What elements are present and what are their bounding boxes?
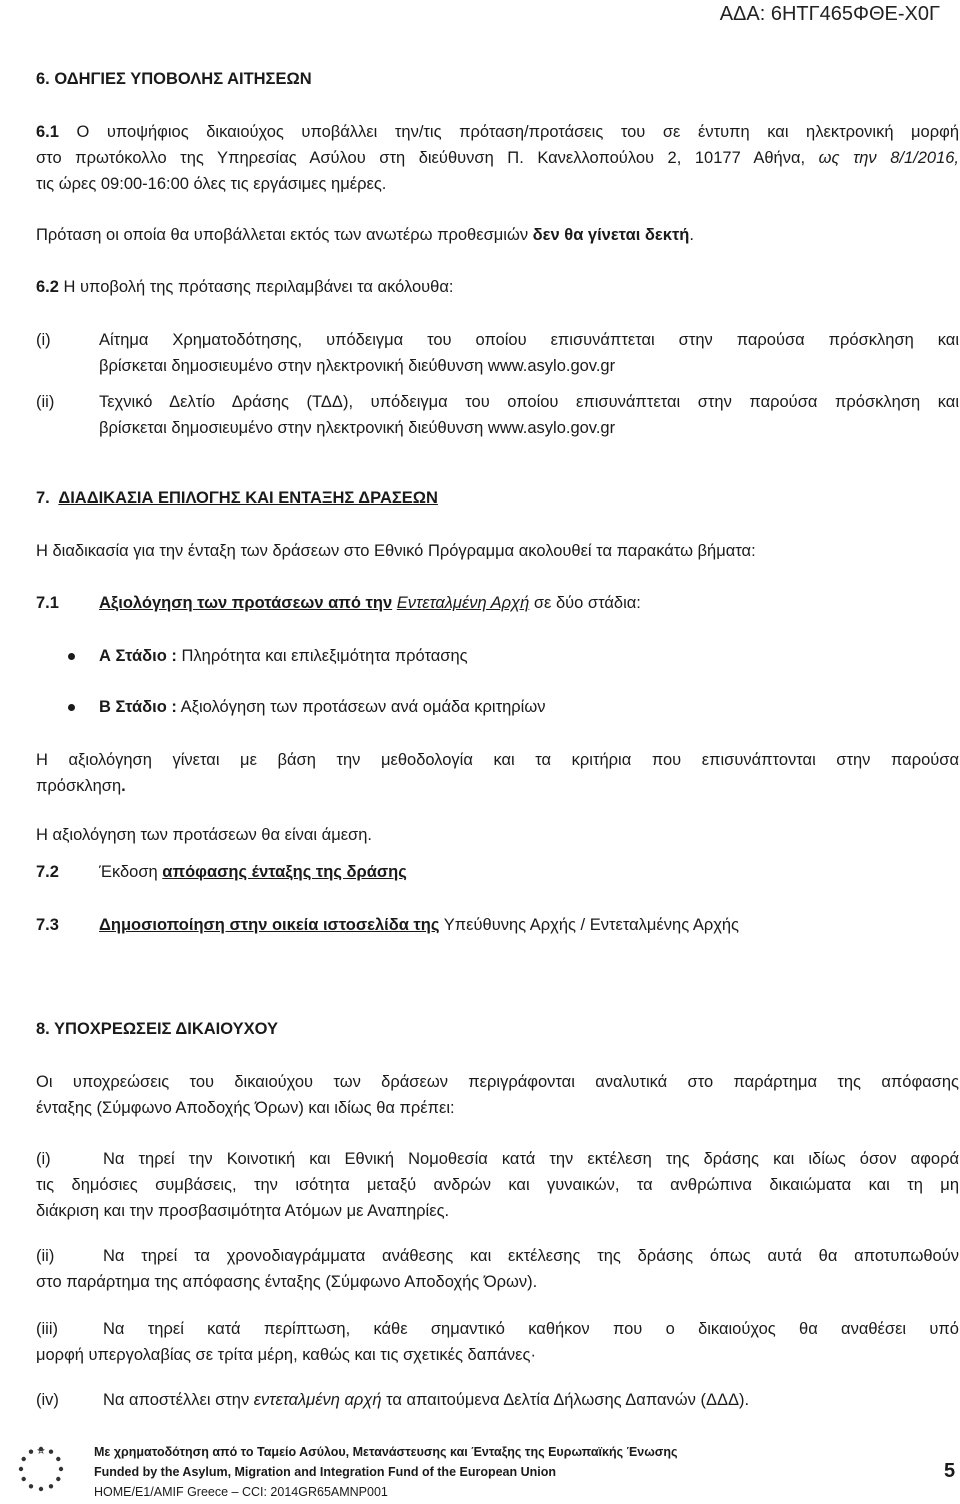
p61-line1-text: Ο υποψήφιος δικαιούχος υποβάλλει την/τις πρόταση/προτάσεις του σε έντυπη και ηλεκτρονική μορφή	[58, 123, 959, 141]
footer-line1: Με χρηματοδότηση από το Ταμείο Ασύλου, Μετανάστευσης και Ένταξης της Ευρωπαϊκής Ένωσης	[94, 1445, 678, 1459]
stage-a-text: Πληρότητα και επιλεξιμότητα πρότασης	[176, 647, 468, 665]
bullet-icon	[68, 704, 75, 711]
obligation-iv-label: (iv)	[36, 1391, 59, 1409]
o4-text: Να αποστέλλει στην	[103, 1391, 254, 1409]
obligation-i-line2: τις δημόσιες συμβάσεις, την ισότητα μεταξύ ανδρών και γυναικών, τα ανθρώπινα δικαιώματα και τη μη	[36, 1176, 959, 1194]
page-number: 5	[944, 1460, 956, 1482]
footer-line2: Funded by the Asylum, Migration and Integration Fund of the European Union	[94, 1465, 557, 1479]
late-text: Πρόταση οι οποία θα υποβάλλεται εκτός των ανωτέρω προθεσμιών	[36, 226, 533, 244]
item-ii-line2: βρίσκεται δημοσιευμένο στην ηλεκτρονική διεύθυνση www.asylo.gov.gr	[99, 419, 616, 437]
s71-italic: Εντεταλμένη Αρχή	[396, 594, 530, 612]
p61-line2-text: στο πρωτόκολλο της Υπηρεσίας Ασύλου στη διεύθυνση Π. Κανελλοπούλου 2, 10177 Αθήνα,	[36, 149, 819, 167]
s72-bold: απόφασης ένταξης της δράσης	[162, 863, 407, 881]
eval-line2-end: .	[121, 777, 126, 795]
p61-deadline: ως την 8/1/2016,	[818, 149, 960, 167]
obligation-i-label: (i)	[36, 1150, 51, 1168]
late-submission-note	[36, 222, 694, 248]
obligation-iv-text	[103, 1387, 749, 1413]
stage-b-label: Β Στάδιο :	[99, 698, 177, 716]
o4-italic: εντεταλμένη αρχή	[253, 1391, 382, 1409]
p62-heading	[36, 274, 453, 300]
item-i-line2: βρίσκεται δημοσιευμένο στην ηλεκτρονική διεύθυνση www.asylo.gov.gr	[99, 357, 616, 375]
section-7-num: 7.	[36, 489, 50, 507]
obligation-i-line1: Να τηρεί την Κοινοτική και Εθνική Νομοθεσία κατά την εκτέλεση της δράσης και ιδίως όσον αφορά	[103, 1150, 959, 1168]
eval-line2-text: πρόσκληση	[36, 777, 122, 795]
section-7-intro: Η διαδικασία για την ένταξη των δράσεων στο Εθνικό Πρόγραμμα ακολουθεί τα παρακάτω βήματα:	[36, 542, 756, 560]
stage-a	[99, 643, 468, 669]
s71-bold: Αξιολόγηση των προτάσεων από την	[99, 594, 393, 612]
p62-text: Η υποβολή της πρότασης περιλαμβάνει τα ακόλουθα:	[58, 278, 454, 296]
obligation-ii-line1: Να τηρεί τα χρονοδιαγράμματα ανάθεσης και εκτέλεσης της δράσης όπως αυτά θα αποτυπωθούν	[103, 1247, 959, 1265]
item-ii-line1: Τεχνικό Δελτίο Δράσης (ΤΔΔ), υπόδειγμα του οποίου επισυνάπτεται στην παρούσα πρόσκληση και	[99, 393, 959, 411]
sec8-intro-line2: ένταξης (Σύμφωνο Αποδοχής Όρων) και ιδίως θα πρέπει:	[36, 1099, 455, 1117]
item-i-label: (i)	[36, 331, 51, 349]
s73-num: 7.3	[36, 916, 59, 934]
obligation-iii-line1: Να τηρεί κατά περίπτωση, κάθε σημαντικό καθήκον που ο δικαιούχος θα αναθέσει υπό	[103, 1320, 959, 1338]
section-8-title: 8. ΥΠΟΧΡΕΩΣΕΙΣ ΔΙΚΑΙΟΥΧΟΥ	[36, 1020, 279, 1038]
sec8-intro-line1: Οι υποχρεώσεις του δικαιούχου των δράσεων περιγράφονται αναλυτικά στο παράρτημα της απόφασης	[36, 1073, 959, 1091]
bullet-icon	[68, 653, 75, 660]
eval-line1: Η αξιολόγηση γίνεται με βάση την μεθοδολογία και τα κριτήρια που επισυνάπτονται στην παρούσα	[36, 751, 959, 769]
s72-num: 7.2	[36, 863, 59, 881]
section-7-title-text: ΔΙΑΔΙΚΑΣΙΑ ΕΠΙΛΟΓΗΣ ΚΑΙ ΕΝΤΑΞΗΣ ΔΡΑΣΕΩΝ	[58, 489, 438, 507]
s73-plain: Υπεύθυνης Αρχής / Εντεταλμένης Αρχής	[439, 916, 740, 934]
doc-code: ΑΔΑ: 6ΗΤΓ465ΦΘΕ-Χ0Γ	[719, 3, 940, 25]
eval-line2	[36, 773, 126, 799]
item-ii-label: (ii)	[36, 393, 55, 411]
item-i-line1: Αίτημα Χρηματοδότησης, υπόδειγμα του οποίου επισυνάπτεται στην παρούσα πρόσκληση και	[99, 331, 959, 349]
s73-text	[99, 912, 739, 938]
p61-line1	[36, 119, 959, 145]
obligation-ii-label: (ii)	[36, 1247, 55, 1265]
o4-end: τα απαιτούμενα Δελτία Δήλωσης Δαπανών (ΔΔΔ).	[381, 1391, 750, 1409]
s73-bold: Δημοσιοποίηση στην οικεία ιστοσελίδα της	[99, 916, 440, 934]
p61-line2	[36, 145, 959, 171]
stage-b-text: Αξιολόγηση των προτάσεων ανά ομάδα κριτηρίων	[176, 698, 546, 716]
obligation-ii-line2: στο παράρτημα της απόφασης ένταξης (Σύμφωνο Αποδοχής Όρων).	[36, 1273, 538, 1291]
eu-flag-icon	[7, 1441, 75, 1497]
obligation-i-line3: διάκριση και την προσβασιμότητα Ατόμων με Αναπηρίες.	[36, 1202, 450, 1220]
s71-num: 7.1	[36, 594, 59, 612]
stage-a-label: Α Στάδιο :	[99, 647, 177, 665]
late-bold: δεν θα γίνεται δεκτή	[532, 226, 690, 244]
p61-num: 6.1	[36, 123, 59, 141]
obligation-iii-line2: μορφή υπεργολαβίας σε τρίτα μέρη, καθώς και τις σχετικές δαπάνες·	[36, 1346, 536, 1364]
s72-text	[99, 859, 407, 885]
p61-line3: τις ώρες 09:00-16:00 όλες τις εργάσιμες ημέρες.	[36, 175, 387, 193]
stage-b	[99, 694, 545, 720]
s71-rest: σε δύο στάδια:	[529, 594, 641, 612]
late-end: .	[689, 226, 694, 244]
eval-immediate: Η αξιολόγηση των προτάσεων θα είναι άμεση.	[36, 826, 373, 844]
s72-plain: Έκδοση	[99, 863, 163, 881]
p62-num: 6.2	[36, 278, 59, 296]
section-7-title	[36, 485, 438, 511]
footer-line3: HOME/E1/AMIF Greece – CCI: 2014GR65AMNP001	[94, 1485, 388, 1499]
section-6-title: 6. ΟΔΗΓΙΕΣ ΥΠΟΒΟΛΗΣ ΑΙΤΗΣΕΩΝ	[36, 70, 312, 88]
obligation-iii-label: (iii)	[36, 1320, 58, 1338]
s71-heading	[99, 590, 641, 616]
